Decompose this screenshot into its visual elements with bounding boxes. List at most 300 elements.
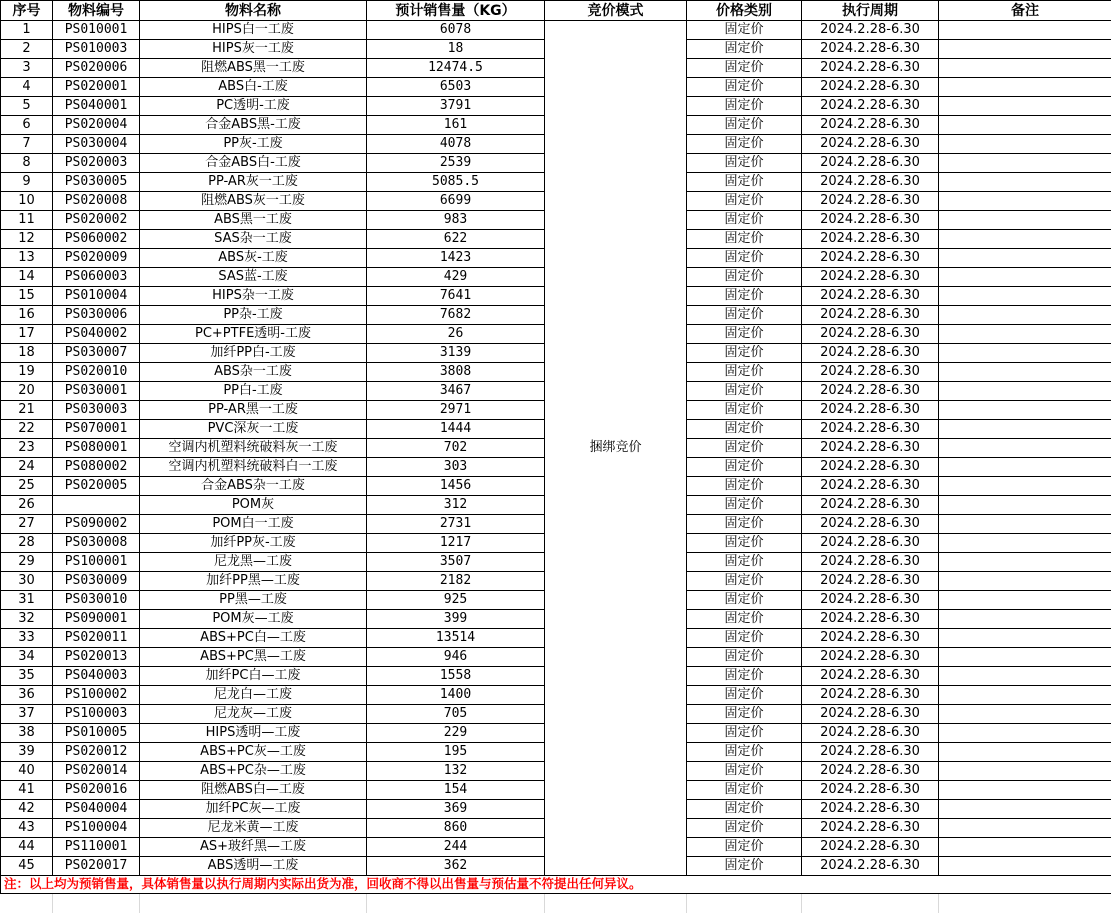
cell-name[interactable]: PP白-工废 xyxy=(140,382,367,401)
cell-no[interactable]: 13 xyxy=(1,249,53,268)
cell-remark[interactable] xyxy=(939,287,1111,306)
cell-qty[interactable]: 2182 xyxy=(367,572,545,591)
cell-code[interactable]: PS110001 xyxy=(53,838,140,857)
cell-period[interactable]: 2024.2.28-6.30 xyxy=(802,781,939,800)
cell-qty[interactable]: 3507 xyxy=(367,553,545,572)
cell-qty[interactable]: 12474.5 xyxy=(367,59,545,78)
cell-qty[interactable]: 244 xyxy=(367,838,545,857)
cell-remark[interactable] xyxy=(939,496,1111,515)
cell-qty[interactable]: 1400 xyxy=(367,686,545,705)
cell-name[interactable]: AS+玻纤黑—工废 xyxy=(140,838,367,857)
cell-remark[interactable] xyxy=(939,553,1111,572)
cell-qty[interactable]: 303 xyxy=(367,458,545,477)
cell-remark[interactable] xyxy=(939,21,1111,40)
cell-code[interactable]: PS100004 xyxy=(53,819,140,838)
cell-name[interactable]: ABS灰-工废 xyxy=(140,249,367,268)
cell-no[interactable]: 4 xyxy=(1,78,53,97)
cell-period[interactable]: 2024.2.28-6.30 xyxy=(802,192,939,211)
cell-qty[interactable]: 1444 xyxy=(367,420,545,439)
cell-period[interactable]: 2024.2.28-6.30 xyxy=(802,173,939,192)
cell-code[interactable] xyxy=(53,496,140,515)
cell-qty[interactable]: 18 xyxy=(367,40,545,59)
cell-remark[interactable] xyxy=(939,686,1111,705)
cell-period[interactable]: 2024.2.28-6.30 xyxy=(802,724,939,743)
cell-price-type[interactable]: 固定价 xyxy=(687,192,802,211)
cell-price-type[interactable]: 固定价 xyxy=(687,363,802,382)
cell-price-type[interactable]: 固定价 xyxy=(687,230,802,249)
cell-price-type[interactable]: 固定价 xyxy=(687,344,802,363)
cell-qty[interactable]: 429 xyxy=(367,268,545,287)
cell-name[interactable]: PP-AR灰一工废 xyxy=(140,173,367,192)
cell-qty[interactable]: 5085.5 xyxy=(367,173,545,192)
cell-period[interactable]: 2024.2.28-6.30 xyxy=(802,306,939,325)
cell-price-type[interactable]: 固定价 xyxy=(687,667,802,686)
cell-name[interactable]: 阻燃ABS黑一工废 xyxy=(140,59,367,78)
cell-period[interactable]: 2024.2.28-6.30 xyxy=(802,211,939,230)
header-name[interactable]: 物料名称 xyxy=(140,1,367,21)
cell-period[interactable]: 2024.2.28-6.30 xyxy=(802,249,939,268)
cell-code[interactable]: PS080002 xyxy=(53,458,140,477)
cell-remark[interactable] xyxy=(939,306,1111,325)
cell-remark[interactable] xyxy=(939,230,1111,249)
cell-no[interactable]: 29 xyxy=(1,553,53,572)
cell-price-type[interactable]: 固定价 xyxy=(687,762,802,781)
cell-qty[interactable]: 705 xyxy=(367,705,545,724)
cell-no[interactable]: 39 xyxy=(1,743,53,762)
cell-name[interactable]: ABS+PC白—工废 xyxy=(140,629,367,648)
cell-no[interactable]: 20 xyxy=(1,382,53,401)
cell-price-type[interactable]: 固定价 xyxy=(687,211,802,230)
cell-price-type[interactable]: 固定价 xyxy=(687,458,802,477)
cell-period[interactable]: 2024.2.28-6.30 xyxy=(802,477,939,496)
cell-period[interactable]: 2024.2.28-6.30 xyxy=(802,591,939,610)
cell-code[interactable]: PS020001 xyxy=(53,78,140,97)
cell-price-type[interactable]: 固定价 xyxy=(687,97,802,116)
cell-code[interactable]: PS020016 xyxy=(53,781,140,800)
cell-remark[interactable] xyxy=(939,325,1111,344)
cell-name[interactable]: PP黑—工废 xyxy=(140,591,367,610)
cell-name[interactable]: ABS+PC灰—工废 xyxy=(140,743,367,762)
cell-name[interactable]: HIPS灰一工废 xyxy=(140,40,367,59)
cell-price-type[interactable]: 固定价 xyxy=(687,401,802,420)
cell-no[interactable]: 35 xyxy=(1,667,53,686)
cell-code[interactable]: PS010005 xyxy=(53,724,140,743)
cell-name[interactable]: 加纤PP灰-工废 xyxy=(140,534,367,553)
cell-code[interactable]: PS090001 xyxy=(53,610,140,629)
cell-price-type[interactable]: 固定价 xyxy=(687,40,802,59)
cell-code[interactable]: PS100003 xyxy=(53,705,140,724)
cell-period[interactable]: 2024.2.28-6.30 xyxy=(802,819,939,838)
cell-no[interactable]: 28 xyxy=(1,534,53,553)
cell-remark[interactable] xyxy=(939,211,1111,230)
cell-period[interactable]: 2024.2.28-6.30 xyxy=(802,458,939,477)
cell-qty[interactable]: 622 xyxy=(367,230,545,249)
cell-price-type[interactable]: 固定价 xyxy=(687,610,802,629)
cell-price-type[interactable]: 固定价 xyxy=(687,59,802,78)
cell-qty[interactable]: 946 xyxy=(367,648,545,667)
cell-no[interactable]: 43 xyxy=(1,819,53,838)
cell-no[interactable]: 32 xyxy=(1,610,53,629)
cell-name[interactable]: 空调内机塑料统破料白一工废 xyxy=(140,458,367,477)
cell-code[interactable]: PS070001 xyxy=(53,420,140,439)
cell-code[interactable]: PS010003 xyxy=(53,40,140,59)
cell-remark[interactable] xyxy=(939,401,1111,420)
cell-period[interactable]: 2024.2.28-6.30 xyxy=(802,154,939,173)
cell-period[interactable]: 2024.2.28-6.30 xyxy=(802,686,939,705)
cell-qty[interactable]: 26 xyxy=(367,325,545,344)
cell-qty[interactable]: 860 xyxy=(367,819,545,838)
cell-code[interactable]: PS020005 xyxy=(53,477,140,496)
cell-remark[interactable] xyxy=(939,268,1111,287)
cell-qty[interactable]: 399 xyxy=(367,610,545,629)
cell-period[interactable]: 2024.2.28-6.30 xyxy=(802,40,939,59)
cell-no[interactable]: 7 xyxy=(1,135,53,154)
cell-code[interactable]: PS040004 xyxy=(53,800,140,819)
cell-name[interactable]: ABS杂一工废 xyxy=(140,363,367,382)
cell-code[interactable]: PS020008 xyxy=(53,192,140,211)
cell-period[interactable]: 2024.2.28-6.30 xyxy=(802,325,939,344)
cell-qty[interactable]: 7682 xyxy=(367,306,545,325)
cell-period[interactable]: 2024.2.28-6.30 xyxy=(802,610,939,629)
cell-name[interactable]: HIPS白一工废 xyxy=(140,21,367,40)
cell-price-type[interactable]: 固定价 xyxy=(687,553,802,572)
cell-code[interactable]: PS030005 xyxy=(53,173,140,192)
cell-no[interactable]: 25 xyxy=(1,477,53,496)
cell-period[interactable]: 2024.2.28-6.30 xyxy=(802,705,939,724)
cell-period[interactable]: 2024.2.28-6.30 xyxy=(802,553,939,572)
cell-remark[interactable] xyxy=(939,249,1111,268)
cell-period[interactable]: 2024.2.28-6.30 xyxy=(802,439,939,458)
cell-name[interactable]: PVC深灰一工废 xyxy=(140,420,367,439)
cell-price-type[interactable]: 固定价 xyxy=(687,382,802,401)
cell-no[interactable]: 37 xyxy=(1,705,53,724)
cell-name[interactable]: 空调内机塑料统破料灰一工废 xyxy=(140,439,367,458)
cell-name[interactable]: PC透明-工废 xyxy=(140,97,367,116)
cell-period[interactable]: 2024.2.28-6.30 xyxy=(802,230,939,249)
cell-remark[interactable] xyxy=(939,382,1111,401)
cell-code[interactable]: PS030001 xyxy=(53,382,140,401)
cell-remark[interactable] xyxy=(939,116,1111,135)
cell-period[interactable]: 2024.2.28-6.30 xyxy=(802,496,939,515)
cell-no[interactable]: 31 xyxy=(1,591,53,610)
cell-no[interactable]: 34 xyxy=(1,648,53,667)
cell-no[interactable]: 1 xyxy=(1,21,53,40)
cell-no[interactable]: 15 xyxy=(1,287,53,306)
cell-period[interactable]: 2024.2.28-6.30 xyxy=(802,838,939,857)
cell-no[interactable]: 14 xyxy=(1,268,53,287)
cell-price-type[interactable]: 固定价 xyxy=(687,629,802,648)
cell-remark[interactable] xyxy=(939,135,1111,154)
cell-no[interactable]: 36 xyxy=(1,686,53,705)
cell-no[interactable]: 9 xyxy=(1,173,53,192)
cell-period[interactable]: 2024.2.28-6.30 xyxy=(802,344,939,363)
cell-code[interactable]: PS020017 xyxy=(53,857,140,876)
cell-remark[interactable] xyxy=(939,420,1111,439)
cell-qty[interactable]: 312 xyxy=(367,496,545,515)
cell-name[interactable]: HIPS透明—工废 xyxy=(140,724,367,743)
cell-name[interactable]: POM灰 xyxy=(140,496,367,515)
cell-price-type[interactable]: 固定价 xyxy=(687,515,802,534)
cell-period[interactable]: 2024.2.28-6.30 xyxy=(802,648,939,667)
cell-no[interactable]: 23 xyxy=(1,439,53,458)
cell-period[interactable]: 2024.2.28-6.30 xyxy=(802,743,939,762)
cell-code[interactable]: PS030010 xyxy=(53,591,140,610)
cell-qty[interactable]: 362 xyxy=(367,857,545,876)
cell-no[interactable]: 18 xyxy=(1,344,53,363)
cell-name[interactable]: PP-AR黑一工废 xyxy=(140,401,367,420)
cell-name[interactable]: 阻燃ABS灰一工废 xyxy=(140,192,367,211)
cell-name[interactable]: PP灰-工废 xyxy=(140,135,367,154)
cell-qty[interactable]: 983 xyxy=(367,211,545,230)
cell-remark[interactable] xyxy=(939,762,1111,781)
cell-name[interactable]: 加纤PC白—工废 xyxy=(140,667,367,686)
cell-qty[interactable]: 3139 xyxy=(367,344,545,363)
cell-price-type[interactable]: 固定价 xyxy=(687,686,802,705)
cell-no[interactable]: 42 xyxy=(1,800,53,819)
cell-code[interactable]: PS020002 xyxy=(53,211,140,230)
cell-name[interactable]: ABS+PC黑—工废 xyxy=(140,648,367,667)
cell-remark[interactable] xyxy=(939,781,1111,800)
cell-remark[interactable] xyxy=(939,857,1111,876)
cell-price-type[interactable]: 固定价 xyxy=(687,572,802,591)
cell-code[interactable]: PS020012 xyxy=(53,743,140,762)
cell-no[interactable]: 44 xyxy=(1,838,53,857)
cell-remark[interactable] xyxy=(939,572,1111,591)
cell-qty[interactable]: 3467 xyxy=(367,382,545,401)
cell-code[interactable]: PS060003 xyxy=(53,268,140,287)
cell-code[interactable]: PS030003 xyxy=(53,401,140,420)
cell-code[interactable]: PS090002 xyxy=(53,515,140,534)
cell-remark[interactable] xyxy=(939,439,1111,458)
cell-no[interactable]: 8 xyxy=(1,154,53,173)
cell-name[interactable]: 合金ABS白-工废 xyxy=(140,154,367,173)
header-period[interactable]: 执行周期 xyxy=(802,1,939,21)
header-mode[interactable]: 竞价模式 xyxy=(545,1,687,21)
cell-code[interactable]: PS020003 xyxy=(53,154,140,173)
cell-name[interactable]: 加纤PP白-工废 xyxy=(140,344,367,363)
cell-period[interactable]: 2024.2.28-6.30 xyxy=(802,572,939,591)
cell-remark[interactable] xyxy=(939,154,1111,173)
cell-period[interactable]: 2024.2.28-6.30 xyxy=(802,534,939,553)
cell-code[interactable]: PS040003 xyxy=(53,667,140,686)
cell-code[interactable]: PS030008 xyxy=(53,534,140,553)
cell-period[interactable]: 2024.2.28-6.30 xyxy=(802,268,939,287)
cell-period[interactable]: 2024.2.28-6.30 xyxy=(802,629,939,648)
cell-period[interactable]: 2024.2.28-6.30 xyxy=(802,287,939,306)
cell-no[interactable]: 12 xyxy=(1,230,53,249)
cell-qty[interactable]: 229 xyxy=(367,724,545,743)
cell-remark[interactable] xyxy=(939,800,1111,819)
cell-remark[interactable] xyxy=(939,458,1111,477)
header-remark[interactable]: 备注 xyxy=(939,1,1111,21)
cell-price-type[interactable]: 固定价 xyxy=(687,306,802,325)
cell-period[interactable]: 2024.2.28-6.30 xyxy=(802,800,939,819)
cell-price-type[interactable]: 固定价 xyxy=(687,325,802,344)
cell-qty[interactable]: 132 xyxy=(367,762,545,781)
cell-price-type[interactable]: 固定价 xyxy=(687,705,802,724)
cell-qty[interactable]: 13514 xyxy=(367,629,545,648)
cell-code[interactable]: PS020010 xyxy=(53,363,140,382)
cell-price-type[interactable]: 固定价 xyxy=(687,819,802,838)
cell-price-type[interactable]: 固定价 xyxy=(687,173,802,192)
cell-price-type[interactable]: 固定价 xyxy=(687,534,802,553)
cell-code[interactable]: PS030004 xyxy=(53,135,140,154)
cell-name[interactable]: 合金ABS杂一工废 xyxy=(140,477,367,496)
cell-code[interactable]: PS020009 xyxy=(53,249,140,268)
cell-period[interactable]: 2024.2.28-6.30 xyxy=(802,420,939,439)
cell-name[interactable]: ABS+PC杂—工废 xyxy=(140,762,367,781)
cell-period[interactable]: 2024.2.28-6.30 xyxy=(802,363,939,382)
cell-remark[interactable] xyxy=(939,667,1111,686)
cell-price-type[interactable]: 固定价 xyxy=(687,496,802,515)
cell-code[interactable]: PS100001 xyxy=(53,553,140,572)
cell-price-type[interactable]: 固定价 xyxy=(687,477,802,496)
cell-no[interactable]: 22 xyxy=(1,420,53,439)
cell-no[interactable]: 27 xyxy=(1,515,53,534)
cell-code[interactable]: PS030007 xyxy=(53,344,140,363)
cell-period[interactable]: 2024.2.28-6.30 xyxy=(802,97,939,116)
cell-qty[interactable]: 6699 xyxy=(367,192,545,211)
cell-period[interactable]: 2024.2.28-6.30 xyxy=(802,762,939,781)
cell-qty[interactable]: 1558 xyxy=(367,667,545,686)
cell-no[interactable]: 17 xyxy=(1,325,53,344)
cell-no[interactable]: 5 xyxy=(1,97,53,116)
cell-period[interactable]: 2024.2.28-6.30 xyxy=(802,667,939,686)
cell-no[interactable]: 21 xyxy=(1,401,53,420)
cell-qty[interactable]: 925 xyxy=(367,591,545,610)
cell-name[interactable]: 尼龙黑—工废 xyxy=(140,553,367,572)
cell-price-type[interactable]: 固定价 xyxy=(687,838,802,857)
cell-code[interactable]: PS040001 xyxy=(53,97,140,116)
cell-qty[interactable]: 4078 xyxy=(367,135,545,154)
cell-code[interactable]: PS080001 xyxy=(53,439,140,458)
cell-period[interactable]: 2024.2.28-6.30 xyxy=(802,857,939,876)
cell-name[interactable]: PC+PTFE透明-工废 xyxy=(140,325,367,344)
cell-no[interactable]: 24 xyxy=(1,458,53,477)
cell-code[interactable]: PS010001 xyxy=(53,21,140,40)
cell-code[interactable]: PS030009 xyxy=(53,572,140,591)
cell-code[interactable]: PS020013 xyxy=(53,648,140,667)
cell-remark[interactable] xyxy=(939,515,1111,534)
cell-no[interactable]: 10 xyxy=(1,192,53,211)
cell-code[interactable]: PS030006 xyxy=(53,306,140,325)
cell-no[interactable]: 26 xyxy=(1,496,53,515)
cell-name[interactable]: 尼龙灰—工废 xyxy=(140,705,367,724)
cell-name[interactable]: SAS杂一工废 xyxy=(140,230,367,249)
cell-qty[interactable]: 6503 xyxy=(367,78,545,97)
cell-price-type[interactable]: 固定价 xyxy=(687,857,802,876)
cell-remark[interactable] xyxy=(939,173,1111,192)
cell-qty[interactable]: 1217 xyxy=(367,534,545,553)
cell-no[interactable]: 19 xyxy=(1,363,53,382)
cell-qty[interactable]: 7641 xyxy=(367,287,545,306)
cell-qty[interactable]: 2971 xyxy=(367,401,545,420)
cell-remark[interactable] xyxy=(939,629,1111,648)
cell-period[interactable]: 2024.2.28-6.30 xyxy=(802,382,939,401)
cell-code[interactable]: PS020014 xyxy=(53,762,140,781)
cell-name[interactable]: 尼龙白—工废 xyxy=(140,686,367,705)
cell-remark[interactable] xyxy=(939,819,1111,838)
cell-name[interactable]: 加纤PC灰—工废 xyxy=(140,800,367,819)
cell-price-type[interactable]: 固定价 xyxy=(687,268,802,287)
cell-period[interactable]: 2024.2.28-6.30 xyxy=(802,515,939,534)
cell-price-type[interactable]: 固定价 xyxy=(687,116,802,135)
cell-code[interactable]: PS100002 xyxy=(53,686,140,705)
header-qty[interactable]: 预计销售量（KG） xyxy=(367,1,545,21)
cell-name[interactable]: HIPS杂一工废 xyxy=(140,287,367,306)
cell-remark[interactable] xyxy=(939,344,1111,363)
cell-remark[interactable] xyxy=(939,363,1111,382)
cell-price-type[interactable]: 固定价 xyxy=(687,781,802,800)
cell-price-type[interactable]: 固定价 xyxy=(687,743,802,762)
cell-name[interactable]: SAS蓝-工废 xyxy=(140,268,367,287)
cell-price-type[interactable]: 固定价 xyxy=(687,439,802,458)
cell-name[interactable]: POM白一工废 xyxy=(140,515,367,534)
cell-period[interactable]: 2024.2.28-6.30 xyxy=(802,135,939,154)
cell-qty[interactable]: 2539 xyxy=(367,154,545,173)
cell-price-type[interactable]: 固定价 xyxy=(687,648,802,667)
cell-remark[interactable] xyxy=(939,648,1111,667)
cell-no[interactable]: 6 xyxy=(1,116,53,135)
cell-qty[interactable]: 161 xyxy=(367,116,545,135)
cell-name[interactable]: 尼龙米黄—工废 xyxy=(140,819,367,838)
cell-price-type[interactable]: 固定价 xyxy=(687,800,802,819)
cell-period[interactable]: 2024.2.28-6.30 xyxy=(802,116,939,135)
cell-remark[interactable] xyxy=(939,78,1111,97)
cell-remark[interactable] xyxy=(939,97,1111,116)
cell-price-type[interactable]: 固定价 xyxy=(687,78,802,97)
cell-no[interactable]: 33 xyxy=(1,629,53,648)
cell-code[interactable]: PS020004 xyxy=(53,116,140,135)
cell-qty[interactable]: 369 xyxy=(367,800,545,819)
cell-no[interactable]: 3 xyxy=(1,59,53,78)
cell-code[interactable]: PS020006 xyxy=(53,59,140,78)
cell-price-type[interactable]: 固定价 xyxy=(687,135,802,154)
cell-qty[interactable]: 2731 xyxy=(367,515,545,534)
cell-price-type[interactable]: 固定价 xyxy=(687,249,802,268)
cell-period[interactable]: 2024.2.28-6.30 xyxy=(802,21,939,40)
cell-name[interactable]: POM灰—工废 xyxy=(140,610,367,629)
cell-price-type[interactable]: 固定价 xyxy=(687,287,802,306)
cell-no[interactable]: 11 xyxy=(1,211,53,230)
cell-qty[interactable]: 6078 xyxy=(367,21,545,40)
cell-remark[interactable] xyxy=(939,192,1111,211)
header-code[interactable]: 物料编号 xyxy=(53,1,140,21)
cell-no[interactable]: 40 xyxy=(1,762,53,781)
cell-remark[interactable] xyxy=(939,838,1111,857)
cell-price-type[interactable]: 固定价 xyxy=(687,420,802,439)
cell-no[interactable]: 16 xyxy=(1,306,53,325)
cell-name[interactable]: 合金ABS黑-工废 xyxy=(140,116,367,135)
cell-name[interactable]: 加纤PP黑—工废 xyxy=(140,572,367,591)
cell-qty[interactable]: 3791 xyxy=(367,97,545,116)
cell-period[interactable]: 2024.2.28-6.30 xyxy=(802,401,939,420)
cell-bidding-mode[interactable]: 捆绑竞价 xyxy=(545,21,687,876)
cell-code[interactable]: PS060002 xyxy=(53,230,140,249)
cell-no[interactable]: 38 xyxy=(1,724,53,743)
cell-remark[interactable] xyxy=(939,591,1111,610)
header-price-type[interactable]: 价格类别 xyxy=(687,1,802,21)
cell-code[interactable]: PS020011 xyxy=(53,629,140,648)
cell-remark[interactable] xyxy=(939,743,1111,762)
cell-code[interactable]: PS010004 xyxy=(53,287,140,306)
cell-name[interactable]: PP杂-工废 xyxy=(140,306,367,325)
cell-no[interactable]: 41 xyxy=(1,781,53,800)
cell-remark[interactable] xyxy=(939,477,1111,496)
cell-code[interactable]: PS040002 xyxy=(53,325,140,344)
cell-qty[interactable]: 195 xyxy=(367,743,545,762)
cell-price-type[interactable]: 固定价 xyxy=(687,154,802,173)
